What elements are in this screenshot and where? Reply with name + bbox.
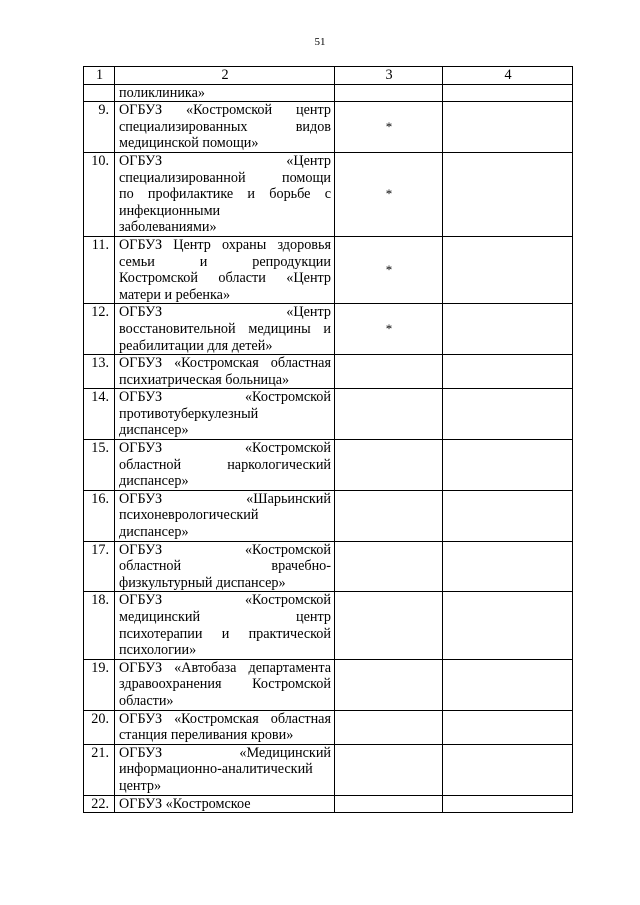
table-row [84,592,573,659]
row-number: 22. [84,795,115,813]
asterisk-mark [335,355,443,389]
column-4-cell [443,152,573,236]
institution-name-line: областной врачебно- [119,558,331,575]
asterisk-mark [335,84,443,102]
institution-name-line: ОГБУЗ «Центр [119,152,331,169]
column-4-cell [443,304,573,355]
row-number: 15. [84,440,115,491]
institution-name-line: психологии» [119,642,197,659]
institution-name-line: диспансер» [119,422,189,439]
asterisk-mark [335,744,443,795]
asterisk-mark [335,541,443,592]
asterisk-mark [335,659,443,710]
row-number [84,84,115,102]
institution-name-line: семьи и репродукции [119,253,331,270]
asterisk-mark [335,440,443,491]
institution-name-line: ОГБУЗ «Костромской центр [119,102,331,119]
header-col-4: 4 [443,67,573,85]
row-number: 14. [84,389,115,440]
institution-name [115,592,335,659]
institution-name [115,355,335,389]
institution-name-line: матери и ребенка» [119,286,231,303]
institution-name-line: ОГБУЗ «Костромское [119,795,251,812]
column-4-cell [443,102,573,153]
table-row [84,795,573,813]
column-4-cell [443,795,573,813]
institution-name-line: специализированных видов [119,118,331,135]
asterisk-mark: * [335,152,443,236]
column-4-cell [443,541,573,592]
institution-name [115,710,335,744]
institution-name [115,84,335,102]
row-number: 19. [84,659,115,710]
institution-name-line: ОГБУЗ «Костромской [119,541,331,558]
asterisk-mark: * [335,102,443,153]
column-4-cell [443,490,573,541]
institution-name-line: ОГБУЗ «Автобаза департамента [119,659,331,676]
institution-name-line: заболеваниями» [119,219,217,236]
institution-name-line: ОГБУЗ «Костромская областная [119,710,331,727]
row-number: 13. [84,355,115,389]
column-4-cell [443,389,573,440]
institution-name-line: центр» [119,777,162,794]
table-row [84,102,573,153]
institution-name-line: ОГБУЗ «Шарьинский [119,490,331,507]
institution-name-line: противотуберкулезный [119,405,259,422]
asterisk-mark [335,710,443,744]
table-row [84,490,573,541]
table-row [84,440,573,491]
institution-name-line: психотерапии и практической [119,625,331,642]
asterisk-mark: * [335,236,443,303]
institution-name [115,440,335,491]
row-number: 21. [84,744,115,795]
institution-name-line: ОГБУЗ «Костромская областная [119,355,331,372]
institution-name [115,304,335,355]
institution-name-line: информационно-аналитический [119,761,313,778]
column-4-cell [443,592,573,659]
column-4-cell [443,744,573,795]
row-number: 18. [84,592,115,659]
asterisk-mark [335,592,443,659]
table-row [84,84,573,102]
column-4-cell [443,710,573,744]
row-number: 20. [84,710,115,744]
institution-name-line: ОГБУЗ «Костромской [119,389,331,406]
institution-name-line: специализированной помощи [119,169,331,186]
institution-name-line: восстановительной медицины и [119,320,331,337]
row-number: 17. [84,541,115,592]
asterisk-mark [335,795,443,813]
institution-name [115,152,335,236]
page-number: 51 [314,36,326,48]
table-row [84,152,573,236]
header-col-3: 3 [335,67,443,85]
asterisk-mark [335,389,443,440]
column-4-cell [443,440,573,491]
header-col-2: 2 [115,67,335,85]
table-header-row [84,67,573,85]
row-number: 11. [84,236,115,303]
table-row [84,389,573,440]
institution-name [115,490,335,541]
institution-name [115,102,335,153]
table-row [84,541,573,592]
table-row [84,236,573,303]
institution-name-line: области» [119,692,174,709]
institution-name-line: физкультурный диспансер» [119,574,286,591]
institution-name [115,236,335,303]
institution-name [115,659,335,710]
table-row [84,304,573,355]
institutions-table [83,66,573,813]
row-number: 12. [84,304,115,355]
institution-name-line: ОГБУЗ «Костромской [119,440,331,457]
institution-name-line: областной наркологический [119,456,331,473]
institution-name-line: медицинской помощи» [119,135,259,152]
institution-name-line: диспансер» [119,473,189,490]
institution-name-line: станция переливания крови» [119,727,294,744]
institution-name-line: реабилитации для детей» [119,337,273,354]
header-col-1: 1 [84,67,115,85]
institution-name-line: Костромской области «Центр [119,270,331,287]
row-number: 10. [84,152,115,236]
institution-name-line: диспансер» [119,524,189,541]
column-4-cell [443,659,573,710]
table-row [84,710,573,744]
asterisk-mark [335,490,443,541]
institution-name-line: ОГБУЗ Центр охраны здоровья [119,236,331,253]
institution-name-line: ОГБУЗ «Костромской [119,592,331,609]
column-4-cell [443,84,573,102]
row-number: 16. [84,490,115,541]
institution-name-line: ОГБУЗ «Медицинский [119,744,331,761]
institution-name [115,795,335,813]
table-row [84,744,573,795]
table-body [84,67,573,813]
institution-name-line: по профилактике и борьбе с [119,186,331,203]
column-4-cell [443,236,573,303]
institution-name [115,541,335,592]
institution-name [115,389,335,440]
table-row [84,659,573,710]
institution-name [115,744,335,795]
institution-name-line: здравоохранения Костромской [119,676,331,693]
institution-name-line: медицинский центр [119,609,331,625]
institution-name-line: ОГБУЗ «Центр [119,304,331,321]
institution-name-line: поликлиника» [119,84,205,101]
asterisk-mark: * [335,304,443,355]
institution-name-line: психоневрологический [119,507,259,524]
row-number: 9. [84,102,115,153]
institution-name-line: психиатрическая больница» [119,371,290,388]
institution-name-line: инфекционными [119,202,221,219]
column-4-cell [443,355,573,389]
table-row [84,355,573,389]
